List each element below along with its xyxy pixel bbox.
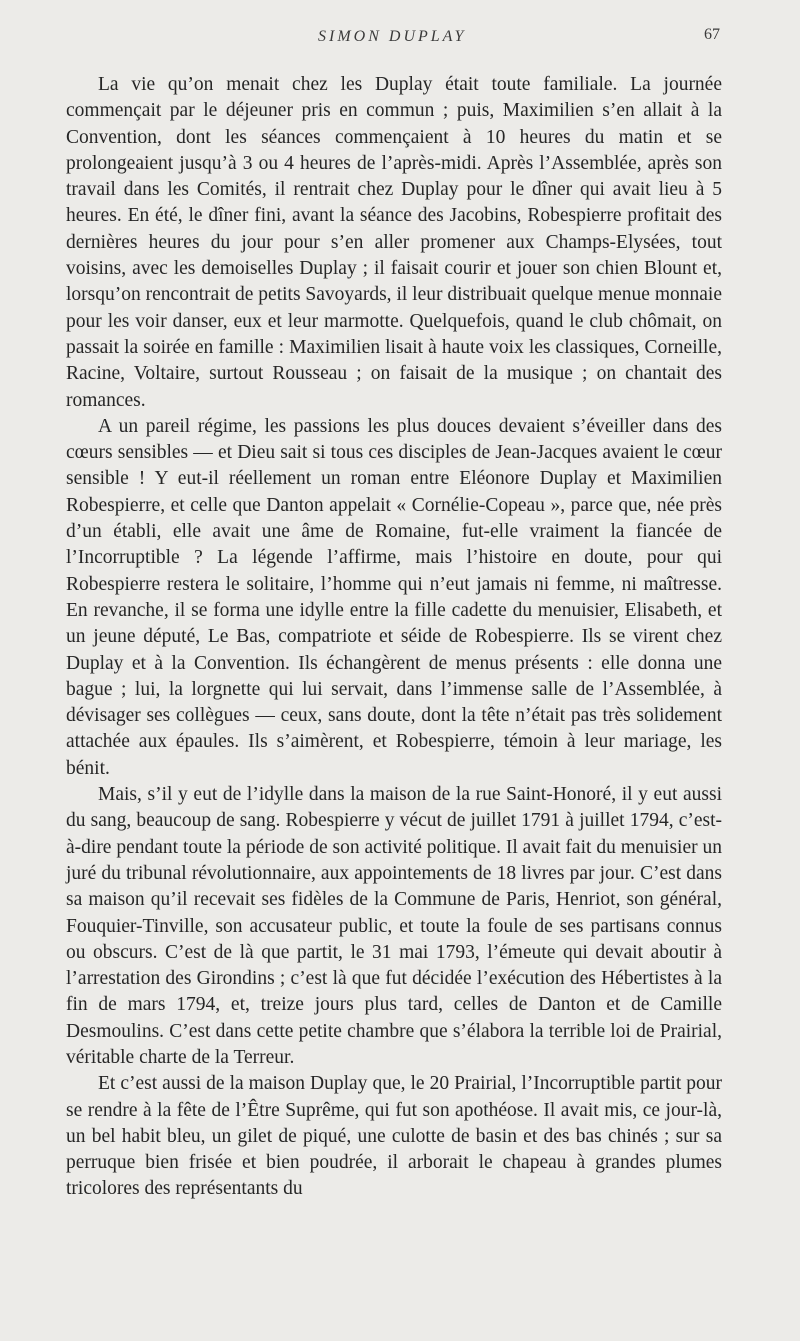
running-title: SIMON DUPLAY: [318, 28, 467, 45]
paragraph-2: A un pareil régime, les passions les plus douces devaient s’éveiller dans des cœurs sensibles — et Dieu sait si tous ces disciples de Jean-Jacques avaient le cœur sensible ! Y eut-il réellement un roman entre Eléonore Duplay et Maximilien Robespierre, et celle que Danton appelait « Cornélie-Copeau », parce que, née près d’un établi, elle avait une âme de Romaine, fut-elle vraiment la fiancée de l’Incorruptible ? La légende l’affirme, mais l’histoire en doute, pour qui Robespierre restera le solitaire, l’homme qui n’eut jamais ni femme, ni maîtresse. En revanche, il se forma une idylle entre la fille cadette du menuisier, Elisabeth, et un jeune député, Le Bas, compatriote et séide de Robespierre. Ils se virent chez Duplay et à la Convention. Ils échangèrent de menus présents : elle donna une bague ; lui, la lorgnette qui lui servait, dans l’immense salle de l’Assemblée, à dévisager ses collègues — ceux, sans doute, dont la tête n’était pas très solidement attachée aux épaules. Ils s’aimèrent, et Robespierre, témoin à leur mariage, les bénit.: [66, 415, 722, 779]
paragraph-1: La vie qu’on menait chez les Duplay était toute familiale. La journée commençait par le déjeuner pris en commun ; puis, Maximilien s’en allait à la Convention, dont les séances commençaient à 10 heures du matin et se prolongeaient jusqu’à 3 ou 4 heures de l’après-midi. Après l’Assemblée, après son travail dans les Comités, il rentrait chez Duplay pour le dîner qui avait lieu à 5 heures. En été, le dîner fini, avant la séance des Jacobins, Robespierre profitait des dernières heures du jour pour s’en aller promener aux Champs-Elysées, tout voisins, avec les demoiselles Duplay ; il faisait courir et jouer son chien Blount et, lorsqu’on rencontrait de petits Savoyards, il leur distribuait quelque menue monnaie pour les voir danser, eux et leur marmotte. Quelquefois, quand le club chômait, on passait la soirée en famille : Maximilien lisait à haute voix les classiques, Corneille, Racine, Voltaire, surtout Rousseau ; on faisait de la musique ; on chantait des romances.: [66, 74, 722, 411]
running-head: [0, 22, 800, 52]
paragraph-4: Et c’est aussi de la maison Duplay que, le 20 Prairial, l’Incorruptible partit pour se rendre à la fête de l’Être Suprême, qui fut son apothéose. Il avait mis, ce jour-là, un bel habit bleu, un gilet de piqué, une culotte de basin et des bas chinés ; sur sa perruque bien frisée et bien poudrée, il arborait le chapeau à grandes plumes tricolores des représentants du: [66, 1073, 722, 1200]
body-text: [66, 72, 722, 1203]
page-number: 67: [704, 26, 720, 43]
paragraph-3: Mais, s’il y eut de l’idylle dans la maison de la rue Saint-Honoré, il y eut aussi du sang, beaucoup de sang. Robespierre y vécut de juillet 1791 à juillet 1794, c’est-à-dire pendant toute la période de son activité politique. Il avait fait du menuisier un juré du tribunal révolutionnaire, aux appointements de 18 livres par jour. C’est dans sa maison qu’il recevait ses fidèles de la Commune de Paris, Henriot, son général, Fouquier-Tinville, son accusateur public, et toute la foule de ses partisans connus ou obscurs. C’est de là que partit, le 31 mai 1793, l’émeute qui devait aboutir à l’arrestation des Girondins ; c’est là que fut décidée l’exécution des Hébertistes à la fin de mars 1794, et, treize jours plus tard, celles de Danton et de Camille Desmoulins. C’est dans cette petite chambre que s’élabora la terrible loi de Prairial, véritable charte de la Terreur.: [66, 784, 722, 1068]
